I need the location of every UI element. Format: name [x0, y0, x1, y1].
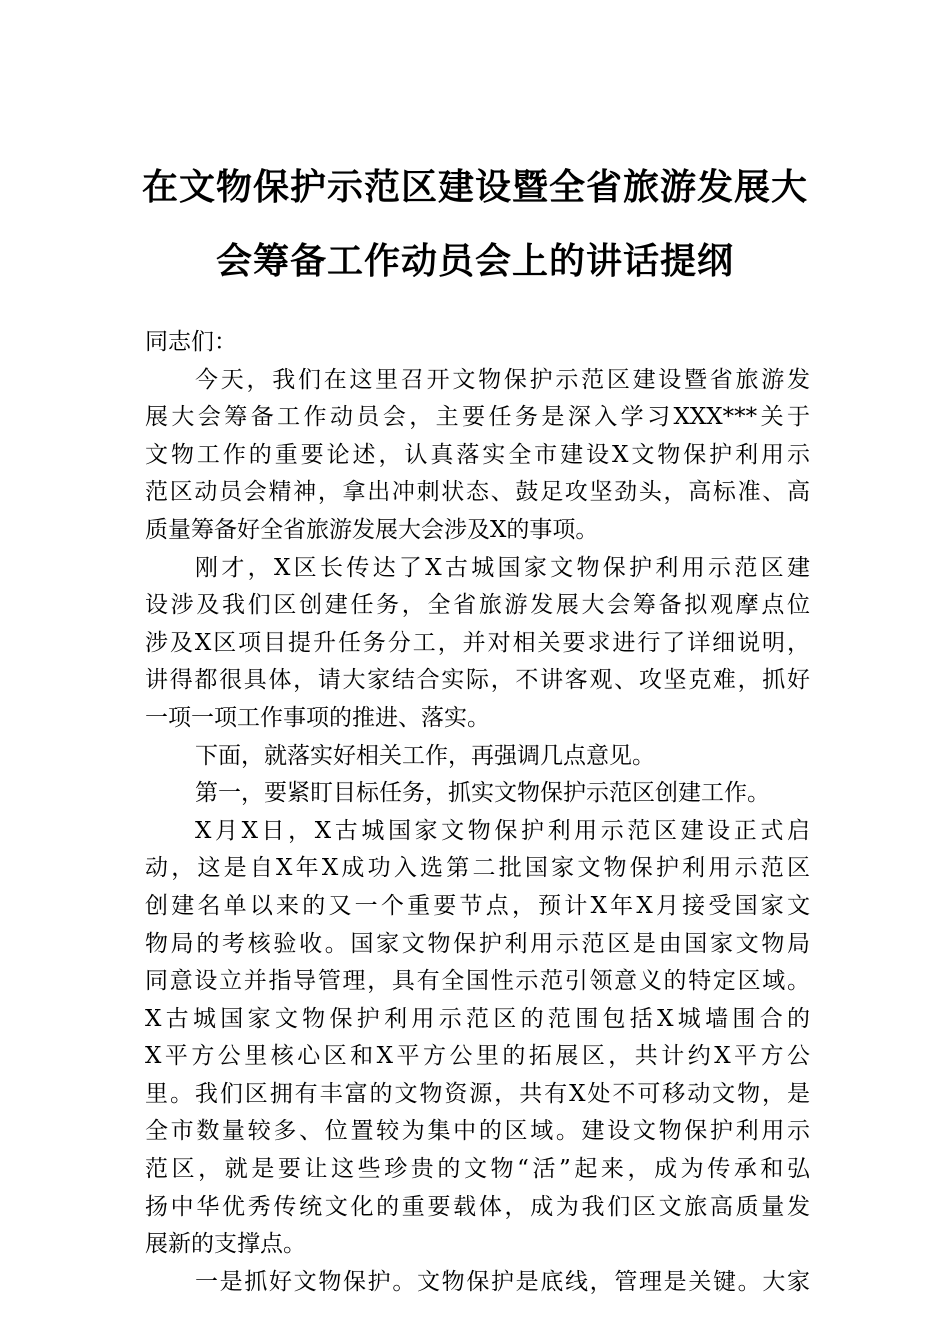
title-line-1: 在文物保护示范区建设暨全省旅游发展大	[141, 166, 808, 208]
paragraph-4-line: X平方公里核心区和X平方公里的拓展区，共计约X平方公	[145, 1043, 810, 1070]
paragraph-4-line: 同意设立并指导管理，具有全国性示范引领意义的特定区域。	[145, 968, 810, 995]
title-line-2: 会筹备工作动员会上的讲话提纲	[215, 240, 734, 282]
paragraph-5-line: 一是抓好文物保护。文物保护是底线，管理是关键。大家	[195, 1268, 810, 1295]
paragraph-1-line: 范区动员会精神，拿出冲刺状态、鼓足攻坚劲头，高标准、高	[145, 479, 810, 506]
paragraph-4-line: 展新的支撑点。	[145, 1231, 306, 1258]
paragraph-4-line: 范区，就是要让这些珍贵的文物“活”起来，成为传承和弘	[145, 1156, 810, 1183]
paragraph-4-line: 里。我们区拥有丰富的文物资源，共有X处不可移动文物，是	[145, 1080, 810, 1107]
paragraph-1-line: 质量筹备好全省旅游发展大会涉及X的事项。	[145, 516, 599, 543]
paragraph-2-line: 设涉及我们区创建任务，全省旅游发展大会筹备拟观摩点位	[145, 592, 810, 619]
paragraph-3-line: 下面，就落实好相关工作，再强调几点意见。	[195, 742, 655, 769]
salutation: 同志们：	[145, 329, 237, 355]
paragraph-4-line: X古城国家文物保护利用示范区的范围包括X城墙围合的	[145, 1005, 810, 1032]
paragraph-2-line: 讲得都很具体，请大家结合实际，不讲客观、攻坚克难，抓好	[145, 667, 810, 694]
paragraph-4-line: 物局的考核验收。国家文物保护利用示范区是由国家文物局	[145, 930, 810, 957]
paragraph-2-line: 一项一项工作事项的推进、落实。	[145, 704, 490, 731]
paragraph-2-line: 涉及X区项目提升任务分工，并对相关要求进行了详细说明，	[145, 629, 810, 656]
paragraph-1-line: 文物工作的重要论述，认真落实全市建设X文物保护利用示	[145, 441, 810, 468]
document-body	[145, 324, 810, 1301]
paragraph-1-line: 今天，我们在这里召开文物保护示范区建设暨省旅游发	[195, 366, 810, 393]
paragraph-4-line: X月X日，X古城国家文物保护利用示范区建设正式启	[195, 817, 810, 844]
paragraph-4-line: 动，这是自X年X成功入选第二批国家文物保护利用示范区	[145, 855, 810, 882]
section-heading-1: 第一，要紧盯目标任务，抓实文物保护示范区创建工作。	[195, 780, 770, 807]
paragraph-1-line: 展大会筹备工作动员会，主要任务是深入学习XXX***关于	[145, 404, 810, 431]
document-title	[140, 150, 810, 298]
paragraph-4-line: 创建名单以来的又一个重要节点，预计X年X月接受国家文	[145, 892, 810, 919]
paragraph-2-line: 刚才，X区长传达了X古城国家文物保护利用示范区建	[195, 554, 810, 581]
paragraph-4-line: 全市数量较多、位置较为集中的区域。建设文物保护利用示	[145, 1118, 810, 1145]
paragraph-4-line: 扬中华优秀传统文化的重要载体，成为我们区文旅高质量发	[145, 1193, 810, 1220]
